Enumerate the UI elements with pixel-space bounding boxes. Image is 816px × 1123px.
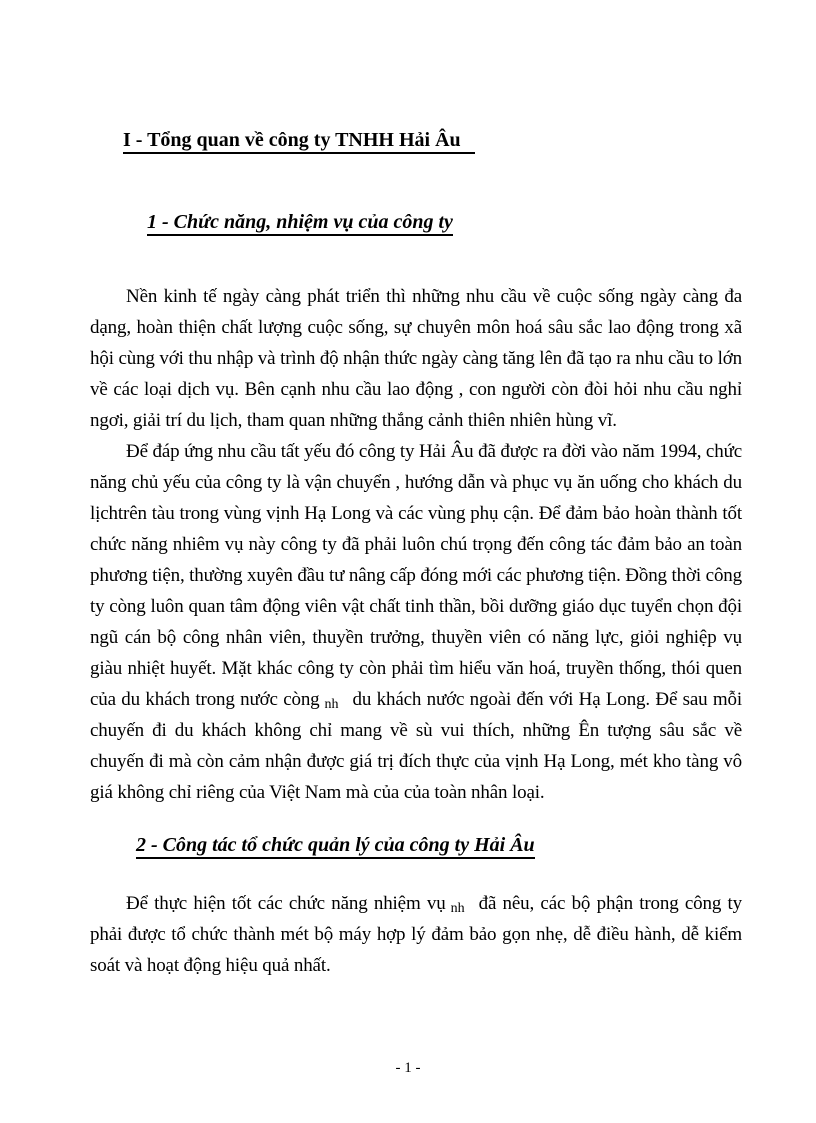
section-2-paragraph-text-before: Để thực hiện tốt các chức năng nhiệm vụ (126, 893, 446, 914)
section-2-paragraph-text-after: đã nêu, các bộ phận trong công ty phải được tổ chức thành mét bộ máy hợp lý đảm bảo gọn nhẹ, dễ điều hành, dễ kiểm soát và hoạt động hiệu quả nhất. (90, 893, 742, 976)
paragraph-2-text-before: Để đáp ứng nhu cầu tất yếu đó công ty Hải Âu đã được ra đời vào năm 1994, chức năng chủ yếu của công ty là vận chuyển , hướng dẫn và phục vụ ăn uống cho khách du lịchtrên tàu trong vùng vịnh Hạ Long và các vùng phụ cận. Để đảm bảo hoàn thành tốt chức năng nhiêm vụ này công ty đã phải luôn chú trọng đến công tác đảm bảo an toàn phương tiện, thường xuyên đầu tư nâng cấp đóng mới các phương tiện. Đồng thời công ty còng luôn quan tâm động viên vật chất tinh thần, bồi dưỡng giáo dục tuyển chọn đội ngũ cán bộ công nhân viên, thuyền trưởng, thuyền viên có năng lực, giỏi nghiệp vụ giàu nhiệt huyết. Mặt khác công ty còn phải tìm hiểu văn hoá, truyền thống, thói quen của du khách trong nước còng (90, 441, 742, 710)
main-heading (123, 127, 742, 153)
page-number: - 1 - (395, 1060, 421, 1076)
section-2-heading-text: 2 - Công tác tổ chức quản lý của công ty Hải Âu (136, 834, 535, 859)
section-2-heading (136, 832, 742, 858)
paragraph-2-text-after: du khách nước ngoài đến với Hạ Long. Để sau mỗi chuyến đi du khách không chỉ mang về sù vui thích, những Ên tượng sâu sắc về chuyến đi mà còn cảm nhận được giá trị đích thực của vịnh Hạ Long, mét kho tàng vô giá không chỉ riêng của Việt Nam mà của của toàn nhân loại. (90, 689, 742, 803)
section-1-paragraph-1: Nền kinh tế ngày càng phát triển thì những nhu cầu về cuộc sống ngày càng đa dạng, hoàn thiện chất lượng cuộc sống, sự chuyên môn hoá sâu sắc lao động trong xã hội cùng với thu nhập và trình độ nhận thức ngày càng tăng lên đã tạo ra nhu cầu to lớn về các loại dịch vụ. Bên cạnh nhu cầu lao động , con người còn đòi hỏi nhu cầu nghỉ ngơi, giải trí du lịch, tham quan những thắng cảnh thiên nhiên hùng vĩ. (90, 286, 742, 431)
main-heading-text: I - Tổng quan về công ty TNHH Hải Âu (123, 129, 475, 154)
section-1-heading-text: 1 - Chức năng, nhiệm vụ của công ty (147, 211, 453, 236)
section-2-paragraph-small-fragment: nh (450, 901, 465, 916)
paragraph-2-small-fragment: nh (324, 697, 339, 712)
section-2-paragraph-1 (90, 888, 742, 981)
section-1-heading (147, 209, 742, 235)
section-1-paragraph-2 (90, 436, 742, 808)
